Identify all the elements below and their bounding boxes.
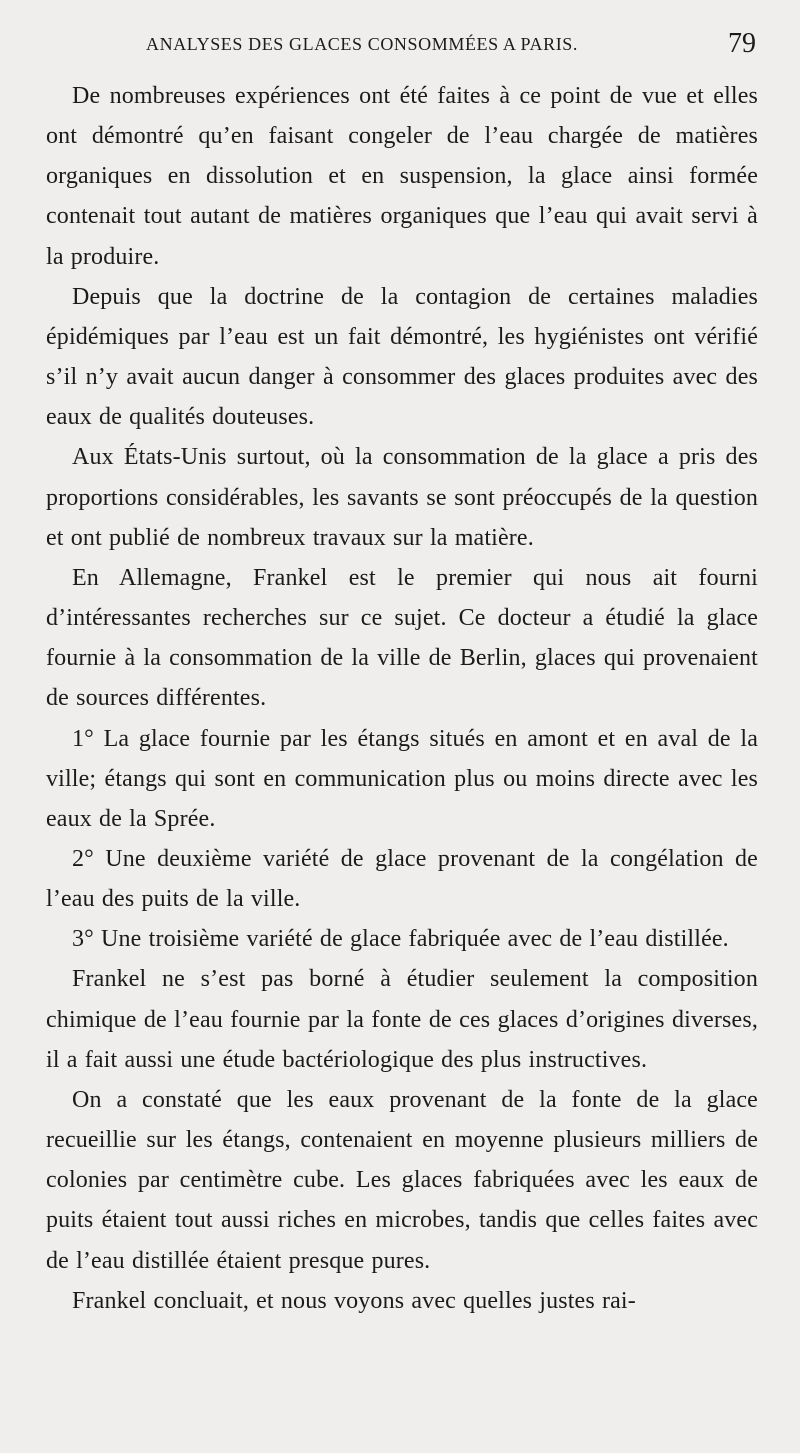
paragraph-8: Frankel ne s’est pas borné à étudier seulement la composition chimique de l’eau fournie par la fonte de ces glaces d’origines diverses, il a fait aussi une étude bactériologique des plus instructives. [46, 966, 758, 1073]
running-title: ANALYSES DES GLACES CONSOMMÉES A PARIS. [146, 34, 579, 54]
paragraph-3: Aux États-Unis surtout, où la consommation de la glace a pris des proportions considérables, les savants se sont préoccupés de la question et ont publié de nombreux travaux sur la matière. [46, 444, 758, 551]
paragraph-6: 2° Une deuxième variété de glace provenant de la congélation de l’eau des puits de la ville. [46, 845, 758, 913]
paragraph-10: Frankel concluait, et nous voyons avec quelles justes rai- [72, 1287, 636, 1314]
paragraph-7: 3° Une troisième variété de glace fabriquée avec de l’eau distillée. [72, 926, 729, 953]
paragraph-4: En Allemagne, Frankel est le premier qui nous ait fourni d’intéressantes recherches sur ce sujet. Ce docteur a étudié la glace fournie à la consommation de la ville de Berlin, glaces qui provenaient de sources différentes. [46, 564, 758, 712]
paragraph-5: 1° La glace fournie par les étangs situés en amont et en aval de la ville; étangs qui sont en communication plus ou moins directe avec les eaux de la Sprée. [46, 725, 758, 832]
paragraph-1: De nombreuses expériences ont été faites à ce point de vue et elles ont démontré qu’en faisant congeler de l’eau chargée de matières organiques en dissolution et en suspension, la glace ainsi formée contenait tout autant de matières organiques que l’eau qui avait servi à la produire. [46, 83, 758, 270]
page-header [0, 28, 800, 68]
page-number: 79 [728, 28, 756, 59]
paragraph-2: Depuis que la doctrine de la contagion de certaines maladies épidémiques par l’eau est un fait démontré, les hygiénistes ont vérifié s’il n’y avait aucun danger à consommer des glaces produites avec des eaux de qualités douteuses. [46, 283, 758, 431]
paragraph-9: On a constaté que les eaux provenant de la fonte de la glace recueillie sur les étangs, contenaient en moyenne plusieurs milliers de colonies par centimètre cube. Les glaces fabriquées avec les eaux de puits étaient tout aussi riches en microbes, tandis que celles faites avec de l’eau distillée étaient presque pures. [46, 1086, 758, 1274]
body-text [46, 76, 758, 1321]
